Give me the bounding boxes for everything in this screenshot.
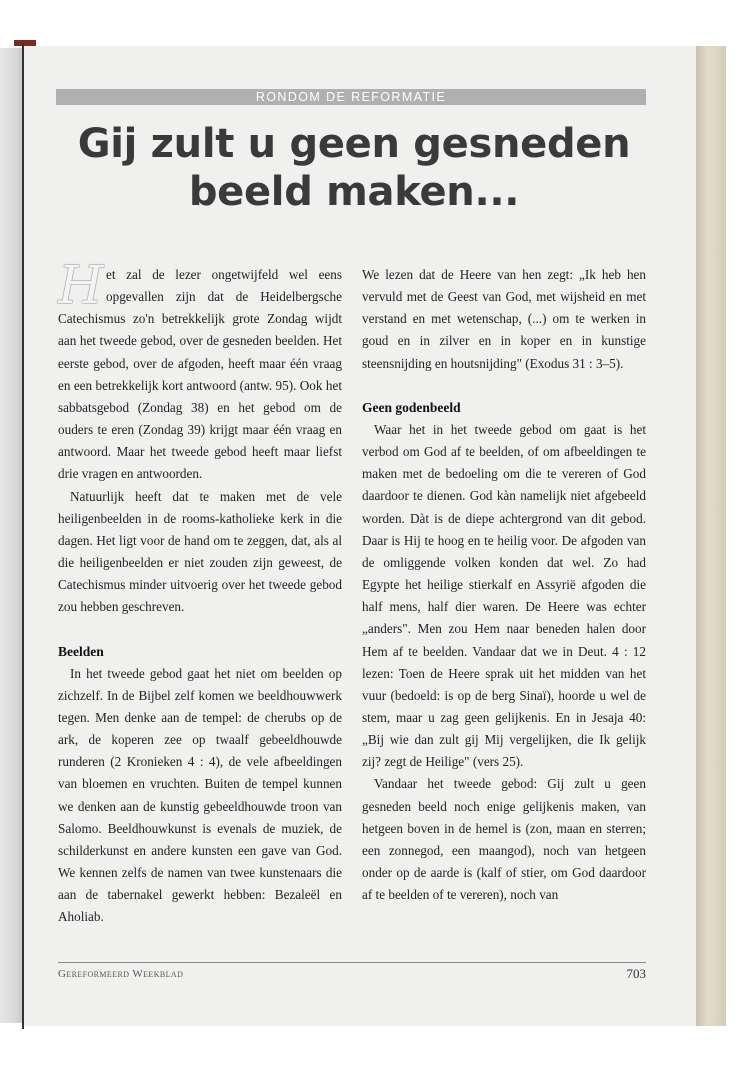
page-number: 703 — [626, 966, 646, 981]
publication-name: Gereformeerd Weekblad — [58, 968, 184, 980]
footer-rule — [58, 962, 646, 963]
subheading-beelden: Beelden — [58, 643, 104, 659]
paragraph: Vandaar het tweede gebod: Gij zult u geen gesneden beeld noch enige gelijkenis maken, van hetgeen boven in de hemel is (zon, maan en sterren; een zonnegod, een maangod), noch van hetgeen onder op de aarde is (kalf of stier, om God daardoor af te beelden of te vereren), noch van — [362, 776, 646, 903]
subheading-geen-godenbeeld: Geen godenbeeld — [362, 399, 461, 415]
drop-cap: H — [58, 256, 104, 316]
intro-paragraph: Het zal de lezer ongetwijfeld wel eens opgevallen zijn dat de Heidelbergsche Catechismus zo'n betrekkelijk grote Zondag wijdt aan het tweede gebod, over de gesneden beelden. Het eerste gebod, over de afgoden, heeft maar één vraag en een betrekkelijk kort antwoord (antw. 95). Ook het sabbatsgebod (Zondag 38) en het gebod om de ouders te eren (Zondag 39) krijgt maar één vraag en antwoord. Maar het tweede gebod heeft maar liefst drie vragen en antwoorden. — [58, 256, 342, 482]
right-column — [362, 264, 646, 906]
paragraph: We lezen dat de Heere van hen zegt: „Ik heb hen vervuld met de Geest van God, met wijsheid en met verstand en met wetenschap, (...) om te werken in goud en in zilver en in koper en in kunstige steensnijding en houtsnijding" (Exodus 31 : 3–5). — [362, 267, 646, 371]
paragraph: In het tweede gebod gaat het niet om beelden op zichzelf. In de Bijbel zelf komen we beeldhouwwerk tegen. Men denke aan de tempel: de cherubs op de ark, de koperen zee op twaalf gebeeldhouwde runderen (2 Kronieken 4 : 4), de vele afbeeldingen van bloemen en vruchten. Buiten de tempel kunnen we denken aan de kunstig gebeeldhouwde troon van Salomo. Beeldhouwkunst is evenals de muziek, de schilderkunst en andere kunsten een gave van God. We kennen zelfs de namen van twee kunstenaars die aan de tabernakel gewerkt hebben: Bezaleël en Aholiab. — [58, 665, 342, 925]
left-column — [58, 256, 342, 929]
section-banner: RONDOM DE REFORMATIE — [56, 89, 646, 105]
title-line-1: Gij zult u geen gesneden — [77, 121, 631, 167]
paragraph: Waar het in het tweede gebod om gaat is het verbod om God af te beelden, of om afbeeldingen te maken met de bedoeling om die te vereren of God daardoor te dienen. God kàn namelijk niet afgebeeld worden. Dàt is de diepe achtergrond van dit gebod. Daar is Hij te hoog en te heilig voor. De afgoden van de omliggende volken konden dat wel. Zo had Egypte het heilige stierkalf en Assyrië afgoden die half mens, half dier waren. De Heere was echter „anders". Men zou Hem naar beneden halen door Hem af te beelden. Vandaar dat we in Deut. 4 : 12 lezen: Toen de Heere sprak uit het midden van het vuur (bedoeld: is op de berg Sinaï), hoorde u wel de stem, maar u zag geen gelijkenis. En in Jesaja 40: „Bij wie dan zult gij Mij vergelijken, die Ik gelijk zij? zegt de Heilige" (vers 25). — [362, 421, 646, 770]
title-line-2: beeld maken... — [188, 169, 520, 215]
page-edge-stack — [696, 46, 726, 1026]
paragraph: Natuurlijk heeft dat te maken met de vele heiligenbeelden in de rooms-katholieke kerk in die dagen. Het ligt voor de hand om te zeggen, dat, als al die heiligenbeelden er niet zouden zijn geweest, de Catechismus minder uitvoerig over het tweede gebod zou hebben geschreven. — [58, 488, 342, 615]
article-title — [40, 120, 668, 216]
